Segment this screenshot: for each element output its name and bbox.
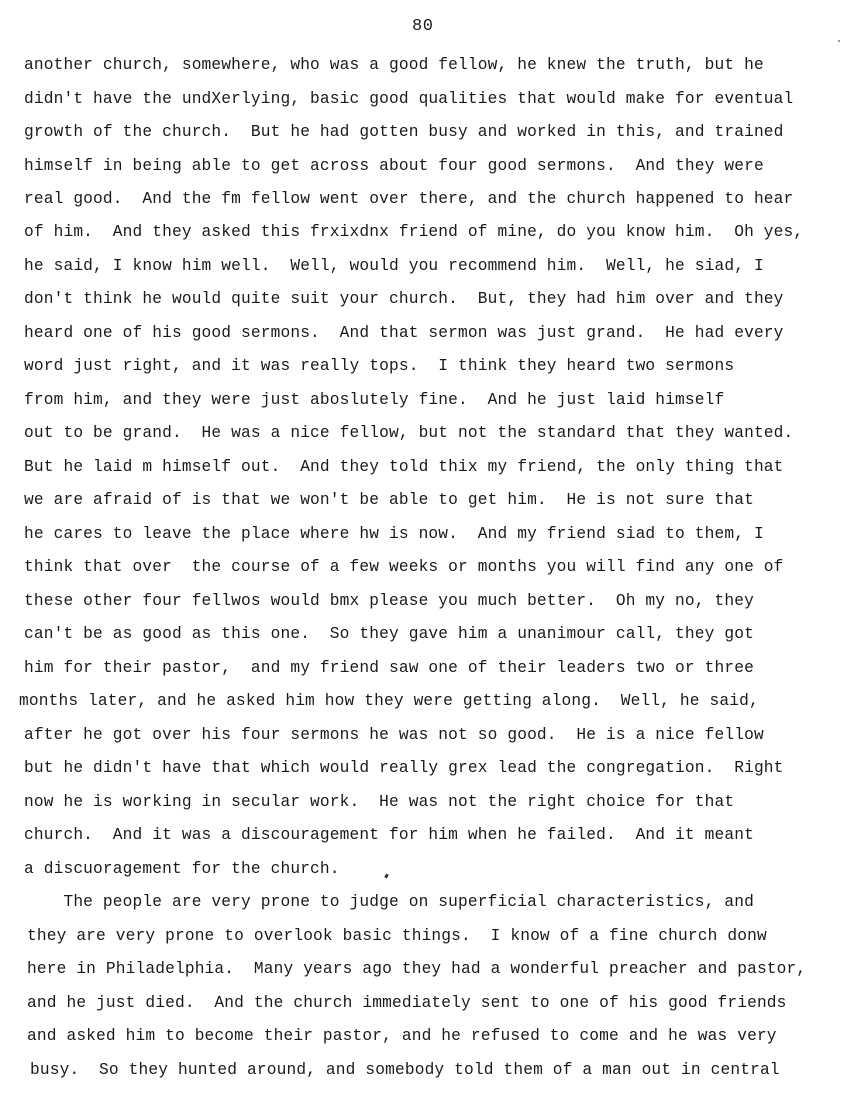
text-line: another church, somewhere, who was a good fellow, he knew the truth, but he (24, 56, 764, 74)
text-line: he said, I know him well. Well, would you recommend him. Well, he siad, I (24, 257, 764, 275)
text-line: a discuoragement for the church. (24, 860, 340, 878)
ink-mark (384, 874, 389, 879)
page-number: 80 (412, 17, 434, 36)
text-line: out to be grand. He was a nice fellow, but not the standard that they wanted. (24, 424, 794, 442)
text-line: heard one of his good sermons. And that sermon was just grand. He had every (24, 324, 784, 342)
text-line: these other four fellwos would bmx please you much better. Oh my no, they (24, 592, 754, 610)
text-line: and asked him to become their pastor, and he refused to come and he was very (27, 1027, 777, 1045)
page-dot (838, 40, 840, 42)
text-line: real good. And the fm fellow went over there, and the church happened to hear (24, 190, 794, 208)
text-line: him for their pastor, and my friend saw one of their leaders two or three (24, 659, 754, 677)
text-line: word just right, and it was really tops. I think they heard two sermons (24, 357, 735, 375)
text-line: he cares to leave the place where hw is now. And my friend siad to them, I (24, 525, 764, 543)
text-line: growth of the church. But he had gotten busy and worked in this, and trained (24, 123, 784, 141)
text-line: months later, and he asked him how they were getting along. Well, he said, (19, 692, 759, 710)
text-line: The people are very prone to judge on superficial characteristics, and (24, 893, 754, 911)
text-line: But he laid m himself out. And they told thix my friend, the only thing that (24, 458, 784, 476)
text-line: of him. And they asked this frxixdnx friend of mine, do you know him. Oh yes, (24, 223, 804, 241)
text-line: think that over the course of a few weeks or months you will find any one of (24, 558, 784, 576)
text-line: here in Philadelphia. Many years ago they had a wonderful preacher and pastor, (27, 960, 807, 978)
text-line: from him, and they were just aboslutely fine. And he just laid himself (24, 391, 725, 409)
text-line: don't think he would quite suit your church. But, they had him over and they (24, 290, 784, 308)
text-line: we are afraid of is that we won't be able to get him. He is not sure that (24, 491, 754, 509)
text-line: busy. So they hunted around, and somebody told them of a man out in central (30, 1061, 780, 1079)
text-line: can't be as good as this one. So they gave him a unanimour call, they got (24, 625, 754, 643)
text-line: now he is working in secular work. He was not the right choice for that (24, 793, 735, 811)
text-line: church. And it was a discouragement for him when he failed. And it meant (24, 826, 754, 844)
text-line: they are very prone to overlook basic things. I know of a fine church donw (27, 927, 767, 945)
text-line: didn't have the undXerlying, basic good qualities that would make for eventual (24, 90, 794, 108)
text-line: but he didn't have that which would really grex lead the congregation. Right (24, 759, 784, 777)
text-line: himself in being able to get across about four good sermons. And they were (24, 157, 764, 175)
text-line: after he got over his four sermons he was not so good. He is a nice fellow (24, 726, 764, 744)
text-line: and he just died. And the church immediately sent to one of his good friends (27, 994, 787, 1012)
